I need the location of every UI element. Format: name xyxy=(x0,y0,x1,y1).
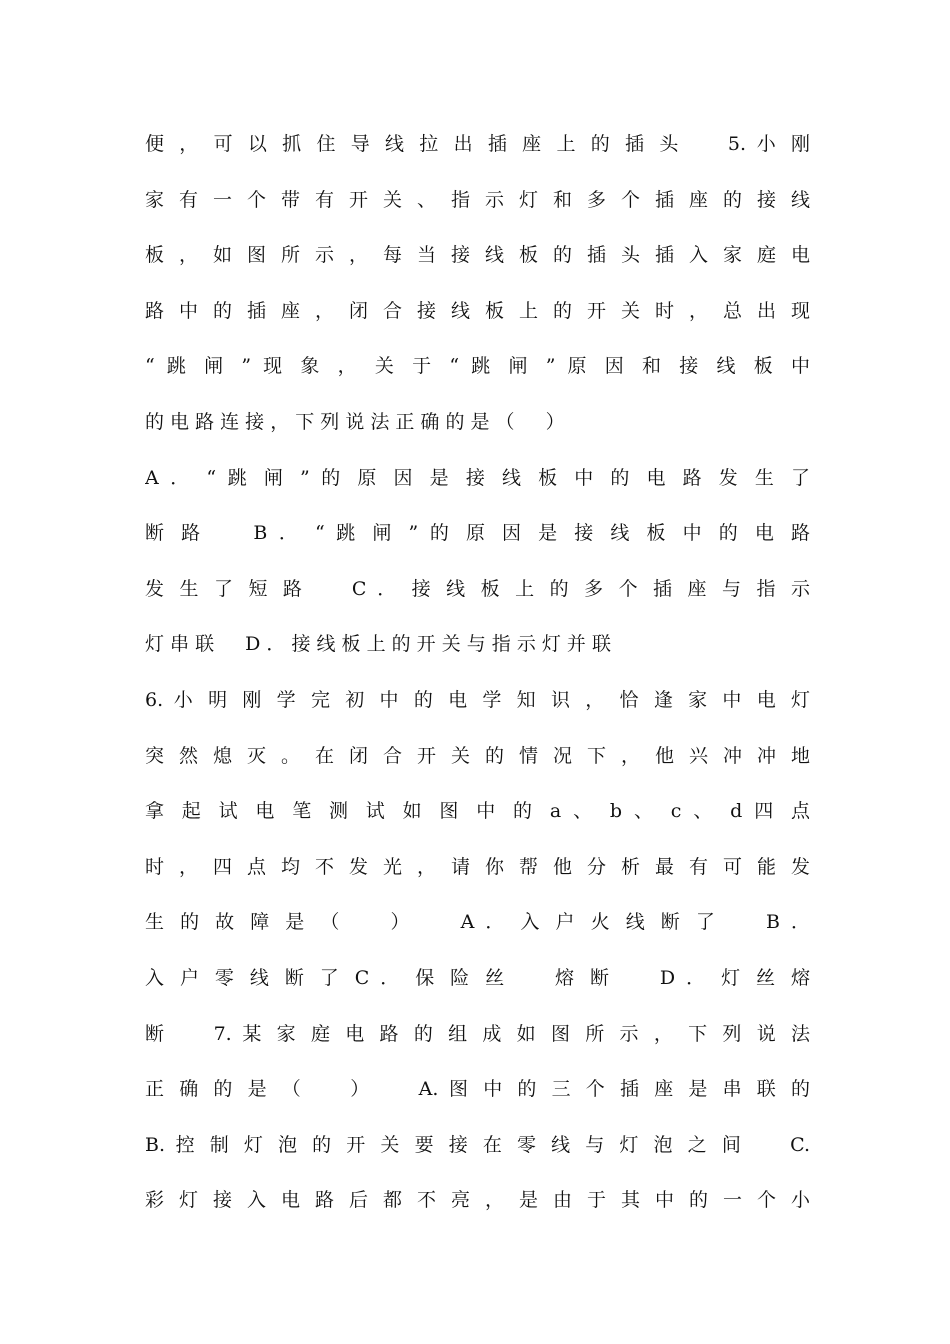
text-line: 便 ， 可 以 抓 住 导 线 拉 出 插 座 上 的 插 头 5. 小 刚 xyxy=(145,133,810,155)
text-line: 断 7. 某 家 庭 电 路 的 组 成 如 图 所 示 ， 下 列 说 法 xyxy=(145,1022,810,1045)
text-line: 6. 小 明 刚 学 完 初 中 的 电 学 知 识 ， 恰 逢 家 中 电 灯 xyxy=(145,688,810,711)
text-line: 正 确 的 是 （ ） A. 图 中 的 三 个 插 座 是 串 联 的 xyxy=(145,1078,810,1101)
text-line: 发 生 了 短 路 C ． 接 线 板 上 的 多 个 插 座 与 指 示 xyxy=(145,577,810,600)
text-line: B. 控 制 灯 泡 的 开 关 要 接 在 零 线 与 灯 泡 之 间 C. xyxy=(145,1133,810,1156)
text-line: 路 中 的 插 座 ， 闭 合 接 线 板 上 的 开 关 时 ， 总 出 现 xyxy=(145,299,810,322)
text-line: 家 有 一 个 带 有 开 关 、 指 示 灯 和 多 个 插 座 的 接 线 xyxy=(145,188,810,211)
text-line: A ． “ 跳 闸 ” 的 原 因 是 接 线 板 中 的 电 路 发 生 了 xyxy=(145,466,810,489)
text-line: 彩 灯 接 入 电 路 后 都 不 亮 ， 是 由 于 其 中 的 一 个 小 xyxy=(145,1189,810,1212)
text-line: 的 电 路 连 接 ， 下 列 说 法 正 确 的 是 （ ） xyxy=(145,410,565,433)
text-line: 拿 起 试 电 笔 测 试 如 图 中 的 a 、 b 、 c 、 d 四 点 xyxy=(145,800,810,823)
text-line: 时 ， 四 点 均 不 发 光 ， 请 你 帮 他 分 析 最 有 可 能 发 xyxy=(145,855,810,878)
question-text-block xyxy=(145,117,810,1229)
text-line: 断 路 B ． “ 跳 闸 ” 的 原 因 是 接 线 板 中 的 电 路 xyxy=(145,522,810,545)
text-line: 突 然 熄 灭 。 在 闭 合 开 关 的 情 况 下 ， 他 兴 冲 冲 地 xyxy=(145,744,810,767)
text-line: 灯 串 联 D ． 接 线 板 上 的 开 关 与 指 示 灯 并 联 xyxy=(145,633,611,656)
text-line: 板 ， 如 图 所 示 ， 每 当 接 线 板 的 插 头 插 入 家 庭 电 xyxy=(145,244,810,267)
text-line: 生 的 故 障 是 （ ） A ． 入 户 火 线 断 了 B ． xyxy=(145,911,810,934)
text-line: “ 跳 闸 ” 现 象 ， 关 于 “ 跳 闸 ” 原 因 和 接 线 板 中 xyxy=(145,355,810,378)
text-line: 入 户 零 线 断 了 C ． 保 险 丝 熔 断 D ． 灯 丝 熔 xyxy=(145,966,810,989)
